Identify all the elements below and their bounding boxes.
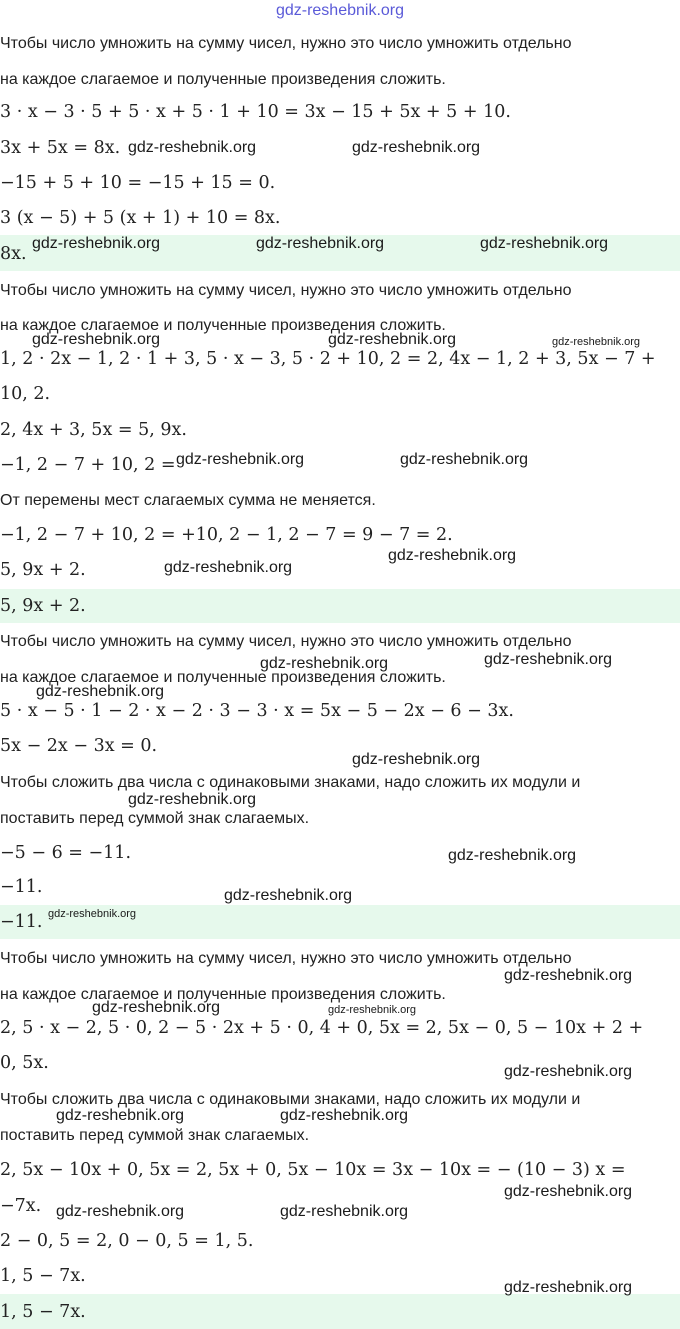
equation-cont: 0, 5x. — [0, 1053, 49, 1073]
equation: 5x − 2x − 3x = 0. — [0, 736, 158, 756]
answer: 5, 9x + 2. — [0, 596, 86, 616]
equation: 2, 5x − 10x + 0, 5x = 2, 5x + 0, 5x − 10x = 3x − 10x = − (10 − 3) x = — [0, 1160, 626, 1180]
equation: 1, 2 · 2x − 1, 2 · 1 + 3, 5 · x − 3, 5 · 2 + 10, 2 = 2, 4x − 1, 2 + 3, 5x − 7 + — [0, 349, 656, 369]
equation-cont: 10, 2. — [0, 384, 51, 404]
answer-band-4 — [0, 1294, 680, 1329]
watermark-text: gdz-reshebnik.org — [504, 967, 633, 984]
equation: −5 − 6 = −11. — [0, 843, 132, 863]
equation: −1, 2 − 7 + 10, 2 = — [0, 455, 176, 475]
rule-text-cont: на каждое слагаемое и полученные произведения сложить. — [0, 986, 446, 1003]
answer-band-2 — [0, 589, 680, 623]
answer: −11. — [0, 912, 43, 932]
watermark-text: gdz-reshebnik.org — [32, 331, 161, 348]
equation: 2 − 0, 5 = 2, 0 − 0, 5 = 1, 5. — [0, 1231, 254, 1251]
answer: 1, 5 − 7x. — [0, 1302, 86, 1322]
rule-text-cont: на каждое слагаемое и полученные произведения сложить. — [0, 669, 446, 686]
rule-text: Чтобы сложить два числа с одинаковыми знаками, надо сложить их модули и — [0, 1091, 581, 1108]
watermark-text: gdz-reshebnik.org — [352, 139, 481, 156]
watermark-text: gdz-reshebnik.org — [328, 331, 457, 348]
watermark-text: gdz-reshebnik.org — [552, 336, 641, 348]
rule-text-cont: на каждое слагаемое и полученные произведения сложить. — [0, 71, 446, 88]
watermark-text: gdz-reshebnik.org — [92, 999, 221, 1016]
rule-text: Чтобы сложить два числа с одинаковыми знаками, надо сложить их модули и — [0, 774, 581, 791]
equation: 5, 9x + 2. — [0, 560, 86, 580]
watermark-text: gdz-reshebnik.org — [352, 751, 481, 768]
note-text: От перемены мест слагаемых сумма не меняется. — [0, 492, 376, 509]
rule-text-cont: на каждое слагаемое и полученные произведения сложить. — [0, 317, 446, 334]
watermark-text: gdz-reshebnik.org — [504, 1279, 633, 1296]
watermark-text: gdz-reshebnik.org — [48, 908, 137, 920]
watermark-text: gdz-reshebnik.org — [256, 235, 385, 252]
equation: −1, 2 − 7 + 10, 2 = +10, 2 − 1, 2 − 7 = 9 − 7 = 2. — [0, 525, 453, 545]
watermark-text: gdz-reshebnik.org — [480, 235, 609, 252]
watermark-text: gdz-reshebnik.org — [400, 451, 529, 468]
watermark-text: gdz-reshebnik.org — [36, 683, 165, 700]
rule-text: Чтобы число умножить на сумму чисел, нужно это число умножить отдельно — [0, 282, 572, 299]
equation: 3x + 5x = 8x. — [0, 138, 121, 158]
watermark-text: gdz-reshebnik.org — [328, 1004, 417, 1016]
watermark-text: gdz-reshebnik.org — [56, 1107, 185, 1124]
equation: 1, 5 − 7x. — [0, 1266, 86, 1286]
watermark-text: gdz-reshebnik.org — [128, 139, 257, 156]
watermark-text: gdz-reshebnik.org — [176, 451, 305, 468]
equation: 2, 4x + 3, 5x = 5, 9x. — [0, 420, 187, 440]
watermark-text: gdz-reshebnik.org — [280, 1107, 409, 1124]
rule-text-cont: поставить перед суммой знак слагаемых. — [0, 810, 310, 827]
rule-text-cont: поставить перед суммой знак слагаемых. — [0, 1127, 310, 1144]
watermark-text: gdz-reshebnik.org — [280, 1203, 409, 1220]
equation: 3 (x − 5) + 5 (x + 1) + 10 = 8x. — [0, 208, 281, 228]
watermark-text: gdz-reshebnik.org — [504, 1183, 633, 1200]
rule-text: Чтобы число умножить на сумму чисел, нужно это число умножить отдельно — [0, 950, 572, 967]
rule-text: Чтобы число умножить на сумму чисел, нужно это число умножить отдельно — [0, 35, 572, 52]
answer: 8x. — [0, 244, 27, 264]
watermark-text: gdz-reshebnik.org — [448, 847, 577, 864]
equation: −15 + 5 + 10 = −15 + 15 = 0. — [0, 173, 276, 193]
watermark-text: gdz-reshebnik.org — [128, 791, 257, 808]
rule-text: Чтобы число умножить на сумму чисел, нужно это число умножить отдельно — [0, 633, 572, 650]
watermark-text: gdz-reshebnik.org — [260, 655, 389, 672]
watermark-text: gdz-reshebnik.org — [56, 1203, 185, 1220]
equation: 3 · x − 3 · 5 + 5 · x + 5 · 1 + 10 = 3x − 15 + 5x + 5 + 10. — [0, 102, 511, 122]
watermark-text: gdz-reshebnik.org — [32, 235, 161, 252]
watermark-text: gdz-reshebnik.org — [388, 547, 517, 564]
watermark-text: gdz-reshebnik.org — [484, 651, 613, 668]
watermark-text: gdz-reshebnik.org — [504, 1063, 633, 1080]
watermark-text: gdz-reshebnik.org — [164, 559, 293, 576]
equation-cont: −7x. — [0, 1196, 42, 1216]
equation: −11. — [0, 877, 43, 897]
equation: 5 · x − 5 · 1 − 2 · x − 2 · 3 − 3 · x = 5x − 5 − 2x − 6 − 3x. — [0, 701, 514, 721]
watermark-text: gdz-reshebnik.org — [224, 887, 353, 904]
equation: 2, 5 · x − 2, 5 · 0, 2 − 5 · 2x + 5 · 0, 4 + 0, 5x = 2, 5x − 0, 5 − 10x + 2 + — [0, 1018, 644, 1038]
site-header-link[interactable]: gdz-reshebnik.org — [275, 2, 405, 19]
